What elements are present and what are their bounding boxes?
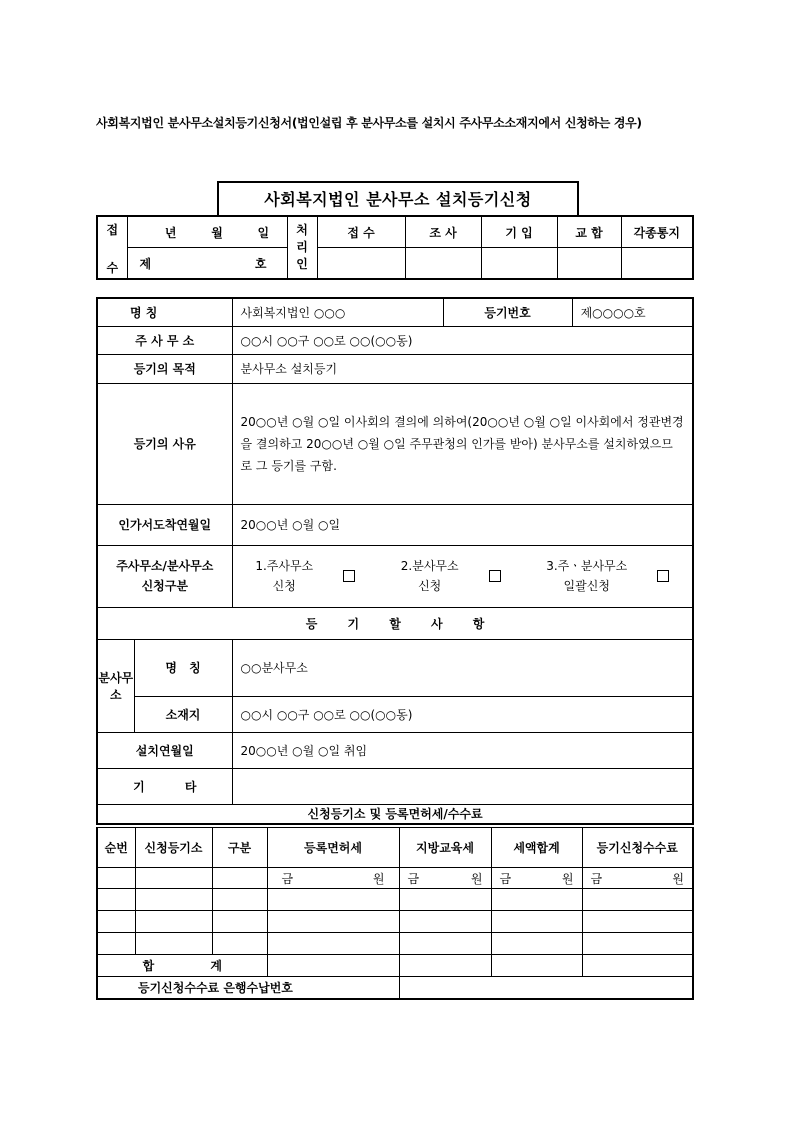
fee-cell[interactable] [97,911,135,933]
fee-cell[interactable] [212,933,267,955]
fee-col-seq: 순번 [97,828,135,868]
geum-label: 금 [590,871,603,886]
geum-label: 금 [407,871,420,886]
fee-cell[interactable] [491,889,582,911]
fee-cell[interactable] [267,889,399,911]
fee-cell[interactable] [135,933,212,955]
fee-table [96,827,694,1000]
regno-label: 등기번호 [443,298,572,326]
checkbox-branch-office[interactable] [489,570,501,582]
fee-col-license-tax: 등록면허세 [267,828,399,868]
col-header-jeopsu: 접 수 [317,216,405,248]
receipt-number-cell[interactable] [127,248,287,280]
fee-row [97,933,693,955]
branch-label: 분사무소 [97,639,134,732]
fee-cell[interactable] [582,933,693,955]
fee-cell[interactable] [212,868,267,889]
document-heading: 사회복지법인 분사무소설치등기신청서(법인설립 후 분사무소를 설치시 주사무소소재지에서 신청하는 경우) [96,116,642,130]
fee-amount-registry[interactable] [582,868,693,889]
gyohap-signature-cell[interactable] [557,248,621,280]
type-label-cell [97,545,232,607]
checkbox-main-office[interactable] [343,570,355,582]
fee-cell[interactable] [212,911,267,933]
type-label-line2: 신청구분 [141,579,188,593]
office-label: 주 사 무 소 [97,326,232,354]
receipt-label-bottom: 수 [106,261,119,275]
branch-location-label: 소재지 [134,696,232,732]
processor-char-2: 리 [296,240,308,254]
type-options-cell [232,545,693,607]
option-label: 신청 [418,579,442,593]
fee-cell[interactable] [399,911,491,933]
total-label: 합 계 [97,955,267,977]
won-label: 원 [672,871,684,886]
etc-value[interactable] [232,768,693,804]
won-label: 원 [372,871,385,886]
application-table [96,297,694,825]
branch-location-value[interactable]: ○○시 ○○구 ○○로 ○○(○○동) [232,696,693,732]
fee-cell[interactable] [267,911,399,933]
processor-char-3: 인 [296,257,308,271]
option-label: 2.분사무소 [400,559,459,573]
option-label: 신청 [272,579,296,593]
name-label: 명 칭 [130,305,158,320]
col-header-gyohap: 교 합 [557,216,621,248]
col-header-giip: 기 입 [481,216,557,248]
fee-row [97,911,693,933]
geum-label: 금 [281,871,294,886]
won-label: 원 [470,871,483,886]
fee-col-registry-fee: 등기신청수수료 [582,828,693,868]
col-header-josa: 조 사 [405,216,481,248]
fee-amount-license[interactable] [267,868,399,889]
regno-value[interactable]: 제○○○○호 [572,298,693,326]
fee-cell[interactable] [491,933,582,955]
je-label: 제 [139,256,152,271]
year-label: 년 [164,225,177,240]
fee-cell[interactable] [582,889,693,911]
fee-cell[interactable] [399,933,491,955]
receipt-date-cell[interactable] [127,216,287,248]
notice-signature-cell[interactable] [621,248,693,280]
bank-number-label: 등기신청수수료 은행수납번호 [97,977,399,999]
reason-label: 등기의 사유 [97,383,232,504]
option-label: 1.주사무소 [255,559,314,573]
permit-date-value[interactable]: 20○○년 ○월 ○일 [232,504,693,545]
type-label-line1: 주사무소/분사무소 [116,559,214,573]
fee-cell[interactable] [491,911,582,933]
total-education-tax[interactable] [399,955,491,977]
fee-cell[interactable] [267,933,399,955]
fee-col-tax-total: 세액합계 [491,828,582,868]
total-registry-fee[interactable] [582,955,693,977]
receipt-label-top: 접 [106,223,119,237]
processor-char-1: 처 [296,223,308,237]
option-batch[interactable] [546,556,669,596]
option-label: 3.주ㆍ분사무소 [546,559,628,573]
purpose-value[interactable]: 분사무소 설치등기 [232,354,693,383]
processor-label-cell [287,216,317,279]
fee-cell[interactable] [212,889,267,911]
day-label: 일 [257,225,270,240]
receipt-label-cell [97,216,127,279]
total-tax-sum[interactable] [491,955,582,977]
bank-number-value[interactable] [399,977,693,999]
fee-col-registry: 신청등기소 [135,828,212,868]
fee-col-education-tax: 지방교육세 [399,828,491,868]
receipt-table [96,215,694,280]
fee-amount-education[interactable] [399,868,491,889]
install-date-label: 설치연월일 [97,732,232,768]
fee-cell[interactable] [135,889,212,911]
reason-value[interactable]: 20○○년 ○월 ○일 이사회의 결의에 의하여(20○○년 ○월 ○일 이사회에서 정관변경을 결의하고 20○○년 ○월 ○일 주무관청의 인가를 받아) 분사무소를 설치하였으므로 그 등기를 구함. [232,383,693,504]
geum-label: 금 [499,871,512,886]
matters-header: 등 기 할 사 항 [97,607,693,639]
fee-row [97,889,693,911]
fee-amount-total[interactable] [491,868,582,889]
fee-col-type: 구분 [212,828,267,868]
won-label: 원 [561,871,574,886]
office-value[interactable]: ○○시 ○○구 ○○로 ○○(○○동) [232,326,693,354]
form-title: 사회복지법인 분사무소 설치등기신청 [217,181,579,215]
purpose-label: 등기의 목적 [97,354,232,383]
fee-cell[interactable] [399,889,491,911]
name-label-cell [97,298,232,326]
fee-cell[interactable] [97,933,135,955]
branch-name-value[interactable]: ○○분사무소 [232,639,693,696]
fee-cell[interactable] [582,911,693,933]
option-branch-office[interactable] [401,556,501,596]
option-main-office[interactable] [255,556,355,596]
checkbox-batch[interactable] [657,570,669,582]
col-header-notice: 각종통지 [621,216,693,248]
total-license-tax[interactable] [267,955,399,977]
ho-label: 호 [254,256,267,271]
giip-signature-cell[interactable] [481,248,557,280]
install-date-value[interactable]: 20○○년 ○월 ○일 취임 [232,732,693,768]
permit-date-label: 인가서도착연월일 [97,504,232,545]
branch-name-label: 명 칭 [134,639,232,696]
name-value[interactable]: 사회복지법인 ○○○ [232,298,443,326]
fee-cell[interactable] [97,868,135,889]
etc-label: 기 타 [97,768,232,804]
option-label: 일괄신청 [563,579,610,593]
jeopsu-signature-cell[interactable] [317,248,405,280]
josa-signature-cell[interactable] [405,248,481,280]
fee-cell[interactable] [135,868,212,889]
fee-cell[interactable] [135,911,212,933]
month-label: 월 [211,225,223,240]
fee-header: 신청등기소 및 등록면허세/수수료 [97,804,693,824]
fee-cell[interactable] [97,889,135,911]
